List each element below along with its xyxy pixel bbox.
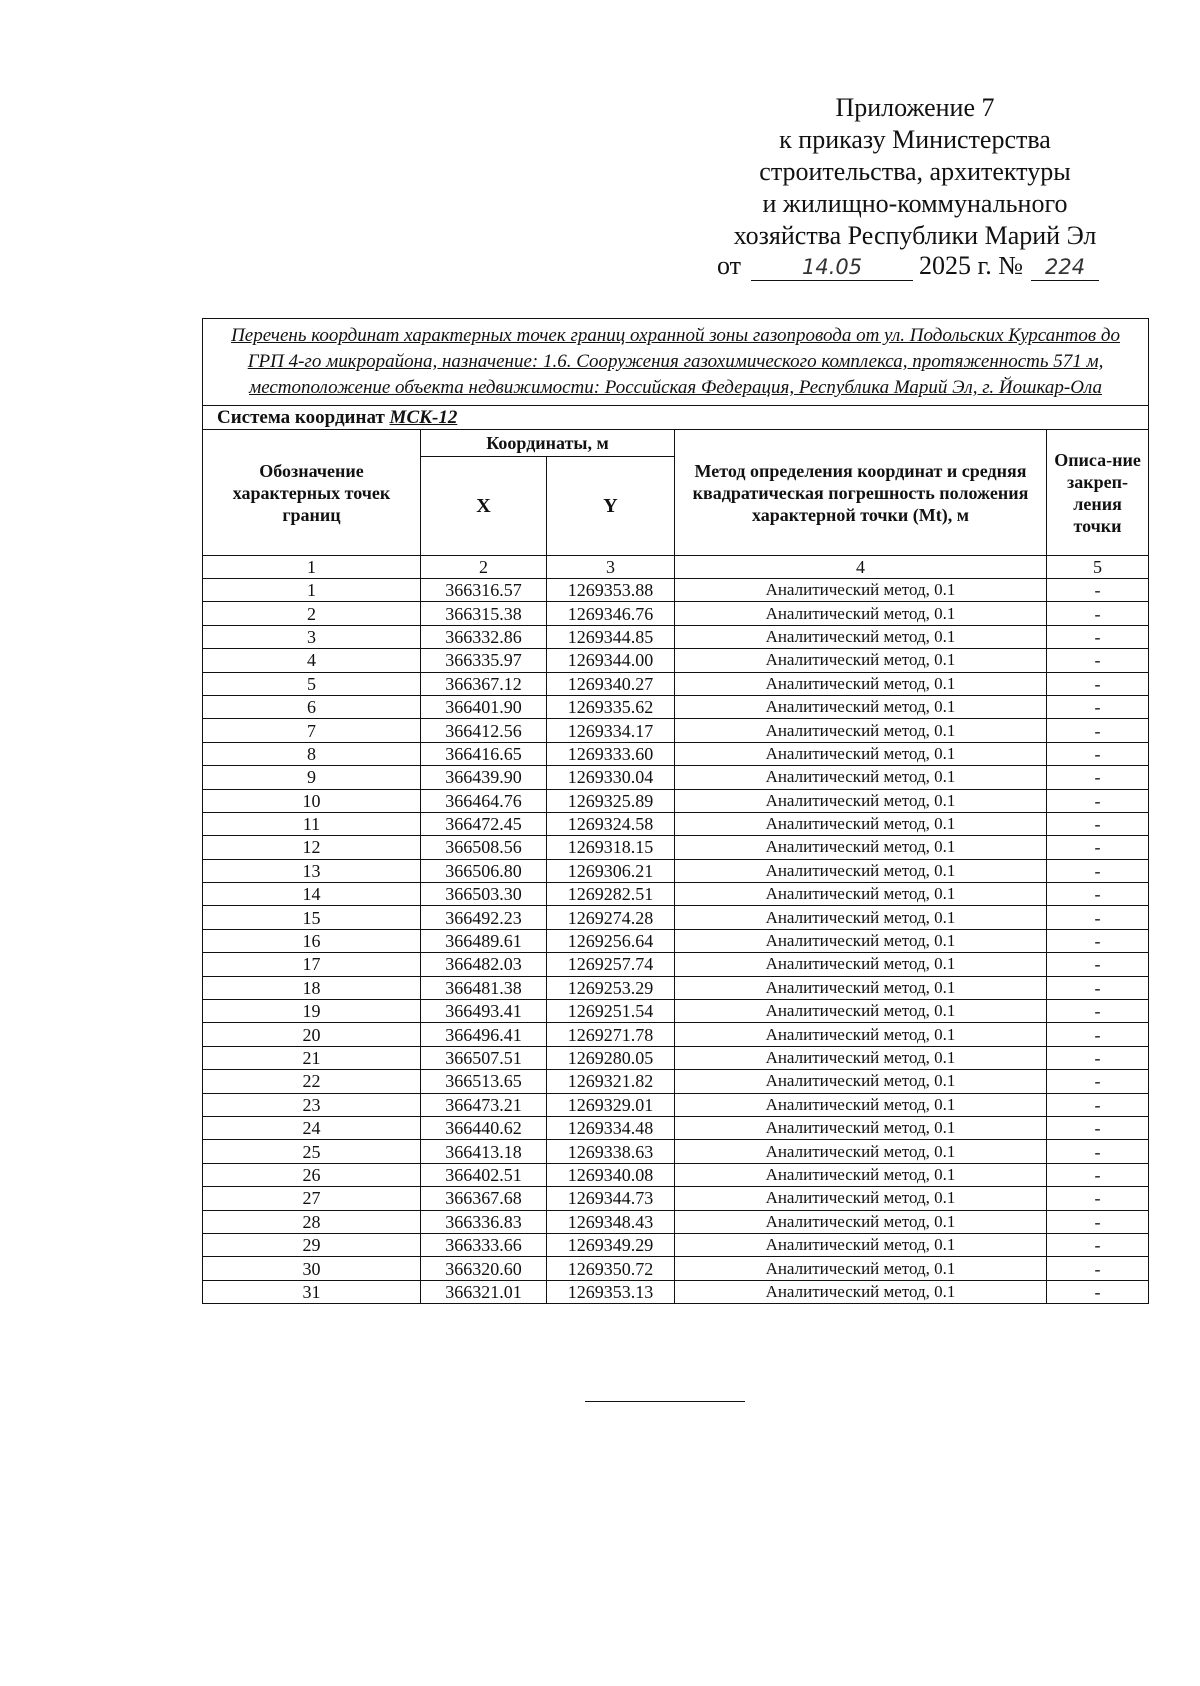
method-cell: Аналитический метод, 0.1 bbox=[675, 766, 1047, 789]
y-coordinate: 1269350.72 bbox=[547, 1257, 675, 1280]
point-number: 31 bbox=[203, 1280, 421, 1303]
table-row bbox=[203, 1023, 1149, 1046]
method-cell: Аналитический метод, 0.1 bbox=[675, 859, 1047, 882]
description-cell: - bbox=[1047, 812, 1149, 835]
description-cell: - bbox=[1047, 1233, 1149, 1256]
y-coordinate: 1269340.08 bbox=[547, 1163, 675, 1186]
table-row bbox=[203, 789, 1149, 812]
y-coordinate: 1269324.58 bbox=[547, 812, 675, 835]
y-coordinate: 1269257.74 bbox=[547, 953, 675, 976]
table-row bbox=[203, 742, 1149, 765]
x-coordinate: 366320.60 bbox=[421, 1257, 547, 1280]
appendix-line: Приложение 7 bbox=[835, 93, 995, 122]
method-cell: Аналитический метод, 0.1 bbox=[675, 812, 1047, 835]
point-number: 22 bbox=[203, 1070, 421, 1093]
point-number: 21 bbox=[203, 1046, 421, 1069]
point-number: 16 bbox=[203, 929, 421, 952]
description-cell: - bbox=[1047, 953, 1149, 976]
table-row bbox=[203, 859, 1149, 882]
description-cell: - bbox=[1047, 976, 1149, 999]
table-row bbox=[203, 1140, 1149, 1163]
table-row bbox=[203, 1233, 1149, 1256]
method-cell: Аналитический метод, 0.1 bbox=[675, 649, 1047, 672]
column-number: 1 bbox=[203, 556, 421, 579]
point-number: 6 bbox=[203, 695, 421, 718]
y-coordinate: 1269253.29 bbox=[547, 976, 675, 999]
description-cell: - bbox=[1047, 789, 1149, 812]
point-number: 17 bbox=[203, 953, 421, 976]
y-coordinate: 1269334.17 bbox=[547, 719, 675, 742]
y-coordinate: 1269335.62 bbox=[547, 695, 675, 718]
x-coordinate: 366367.12 bbox=[421, 672, 547, 695]
date-prefix: от bbox=[717, 251, 742, 280]
description-cell: - bbox=[1047, 836, 1149, 859]
appendix-line: к приказу Министерства bbox=[779, 125, 1051, 154]
y-coordinate: 1269256.64 bbox=[547, 929, 675, 952]
appendix-line: строительства, архитектуры bbox=[759, 157, 1071, 186]
point-number: 14 bbox=[203, 883, 421, 906]
end-divider bbox=[585, 1401, 745, 1402]
x-coordinate: 366401.90 bbox=[421, 695, 547, 718]
y-coordinate: 1269306.21 bbox=[547, 859, 675, 882]
description-cell: - bbox=[1047, 672, 1149, 695]
description-cell: - bbox=[1047, 602, 1149, 625]
table-caption: Перечень координат характерных точек границ охранной зоны газопровода от ул. Подольских Курсантов до ГРП 4-го микрорайона, назначение: 1.6. Сооружения газохимического комплекса, протяженность 571 м, местоположение объекта недвижимости: Российская Федерация, Республика Марий Эл, г. Йошкар-Ола bbox=[203, 319, 1149, 406]
method-cell: Аналитический метод, 0.1 bbox=[675, 695, 1047, 718]
point-number: 10 bbox=[203, 789, 421, 812]
appendix-header bbox=[690, 92, 1140, 252]
x-coordinate: 366315.38 bbox=[421, 602, 547, 625]
header-coordinates: Координаты, м bbox=[421, 430, 675, 457]
column-number: 4 bbox=[675, 556, 1047, 579]
description-cell: - bbox=[1047, 1163, 1149, 1186]
table-row bbox=[203, 953, 1149, 976]
column-number-row bbox=[203, 556, 1149, 579]
description-cell: - bbox=[1047, 1187, 1149, 1210]
x-coordinate: 366333.66 bbox=[421, 1233, 547, 1256]
y-coordinate: 1269318.15 bbox=[547, 836, 675, 859]
point-number: 2 bbox=[203, 602, 421, 625]
table-row bbox=[203, 719, 1149, 742]
point-number: 12 bbox=[203, 836, 421, 859]
y-coordinate: 1269274.28 bbox=[547, 906, 675, 929]
description-cell: - bbox=[1047, 766, 1149, 789]
header-method: Метод определения координат и средняя квадратическая погрешность положения характерной точки (Mt), м bbox=[675, 430, 1047, 556]
x-coordinate: 366464.76 bbox=[421, 789, 547, 812]
description-cell: - bbox=[1047, 695, 1149, 718]
appendix-line: хозяйства Республики Марий Эл bbox=[733, 221, 1097, 250]
y-coordinate: 1269340.27 bbox=[547, 672, 675, 695]
description-cell: - bbox=[1047, 1116, 1149, 1139]
table-row bbox=[203, 1257, 1149, 1280]
method-cell: Аналитический метод, 0.1 bbox=[675, 1000, 1047, 1023]
x-coordinate: 366367.68 bbox=[421, 1187, 547, 1210]
column-number: 3 bbox=[547, 556, 675, 579]
y-coordinate: 1269334.48 bbox=[547, 1116, 675, 1139]
description-cell: - bbox=[1047, 1046, 1149, 1069]
x-coordinate: 366492.23 bbox=[421, 906, 547, 929]
method-cell: Аналитический метод, 0.1 bbox=[675, 789, 1047, 812]
y-coordinate: 1269325.89 bbox=[547, 789, 675, 812]
description-cell: - bbox=[1047, 1257, 1149, 1280]
point-number: 27 bbox=[203, 1187, 421, 1210]
x-coordinate: 366412.56 bbox=[421, 719, 547, 742]
x-coordinate: 366321.01 bbox=[421, 1280, 547, 1303]
x-coordinate: 366472.45 bbox=[421, 812, 547, 835]
coordinates-table bbox=[202, 318, 1149, 1304]
x-coordinate: 366473.21 bbox=[421, 1093, 547, 1116]
y-coordinate: 1269251.54 bbox=[547, 1000, 675, 1023]
column-number: 5 bbox=[1047, 556, 1149, 579]
x-coordinate: 366493.41 bbox=[421, 1000, 547, 1023]
method-cell: Аналитический метод, 0.1 bbox=[675, 1070, 1047, 1093]
x-coordinate: 366439.90 bbox=[421, 766, 547, 789]
method-cell: Аналитический метод, 0.1 bbox=[675, 883, 1047, 906]
table-row bbox=[203, 602, 1149, 625]
x-coordinate: 366413.18 bbox=[421, 1140, 547, 1163]
x-coordinate: 366336.83 bbox=[421, 1210, 547, 1233]
description-cell: - bbox=[1047, 1093, 1149, 1116]
point-number: 24 bbox=[203, 1116, 421, 1139]
y-coordinate: 1269333.60 bbox=[547, 742, 675, 765]
x-coordinate: 366513.65 bbox=[421, 1070, 547, 1093]
y-coordinate: 1269282.51 bbox=[547, 883, 675, 906]
method-cell: Аналитический метод, 0.1 bbox=[675, 906, 1047, 929]
table-row bbox=[203, 812, 1149, 835]
coordinate-system-label: Система координат bbox=[217, 406, 385, 428]
method-cell: Аналитический метод, 0.1 bbox=[675, 602, 1047, 625]
table-row bbox=[203, 906, 1149, 929]
table-row bbox=[203, 1000, 1149, 1023]
method-cell: Аналитический метод, 0.1 bbox=[675, 953, 1047, 976]
method-cell: Аналитический метод, 0.1 bbox=[675, 1280, 1047, 1303]
method-cell: Аналитический метод, 0.1 bbox=[675, 1140, 1047, 1163]
table-row bbox=[203, 579, 1149, 602]
x-coordinate: 366402.51 bbox=[421, 1163, 547, 1186]
description-cell: - bbox=[1047, 649, 1149, 672]
method-cell: Аналитический метод, 0.1 bbox=[675, 1093, 1047, 1116]
description-cell: - bbox=[1047, 929, 1149, 952]
description-cell: - bbox=[1047, 579, 1149, 602]
x-coordinate: 366332.86 bbox=[421, 625, 547, 648]
table-row bbox=[203, 836, 1149, 859]
y-coordinate: 1269280.05 bbox=[547, 1046, 675, 1069]
point-number: 4 bbox=[203, 649, 421, 672]
y-coordinate: 1269344.85 bbox=[547, 625, 675, 648]
method-cell: Аналитический метод, 0.1 bbox=[675, 625, 1047, 648]
column-number: 2 bbox=[421, 556, 547, 579]
y-coordinate: 1269338.63 bbox=[547, 1140, 675, 1163]
method-cell: Аналитический метод, 0.1 bbox=[675, 1257, 1047, 1280]
point-number: 23 bbox=[203, 1093, 421, 1116]
point-number: 1 bbox=[203, 579, 421, 602]
method-cell: Аналитический метод, 0.1 bbox=[675, 1233, 1047, 1256]
method-cell: Аналитический метод, 0.1 bbox=[675, 929, 1047, 952]
x-coordinate: 366503.30 bbox=[421, 883, 547, 906]
y-coordinate: 1269349.29 bbox=[547, 1233, 675, 1256]
table-row bbox=[203, 1163, 1149, 1186]
y-coordinate: 1269353.88 bbox=[547, 579, 675, 602]
table-row bbox=[203, 625, 1149, 648]
description-cell: - bbox=[1047, 742, 1149, 765]
table-row bbox=[203, 1070, 1149, 1093]
method-cell: Аналитический метод, 0.1 bbox=[675, 976, 1047, 999]
method-cell: Аналитический метод, 0.1 bbox=[675, 579, 1047, 602]
point-number: 26 bbox=[203, 1163, 421, 1186]
x-coordinate: 366482.03 bbox=[421, 953, 547, 976]
x-coordinate: 366416.65 bbox=[421, 742, 547, 765]
x-coordinate: 366506.80 bbox=[421, 859, 547, 882]
point-number: 11 bbox=[203, 812, 421, 835]
y-coordinate: 1269329.01 bbox=[547, 1093, 675, 1116]
method-cell: Аналитический метод, 0.1 bbox=[675, 1023, 1047, 1046]
y-coordinate: 1269321.82 bbox=[547, 1070, 675, 1093]
point-number: 9 bbox=[203, 766, 421, 789]
description-cell: - bbox=[1047, 1070, 1149, 1093]
y-coordinate: 1269344.00 bbox=[547, 649, 675, 672]
point-number: 29 bbox=[203, 1233, 421, 1256]
x-coordinate: 366440.62 bbox=[421, 1116, 547, 1139]
appendix-line: и жилищно-коммунального bbox=[762, 189, 1068, 218]
description-cell: - bbox=[1047, 883, 1149, 906]
y-coordinate: 1269353.13 bbox=[547, 1280, 675, 1303]
y-coordinate: 1269271.78 bbox=[547, 1023, 675, 1046]
point-number: 15 bbox=[203, 906, 421, 929]
description-cell: - bbox=[1047, 1280, 1149, 1303]
x-coordinate: 366335.97 bbox=[421, 649, 547, 672]
table-row bbox=[203, 1116, 1149, 1139]
point-number: 28 bbox=[203, 1210, 421, 1233]
table-row bbox=[203, 1093, 1149, 1116]
header-description: Описа-ние закреп-ления точки bbox=[1047, 430, 1149, 556]
description-cell: - bbox=[1047, 1210, 1149, 1233]
point-number: 18 bbox=[203, 976, 421, 999]
x-coordinate: 366508.56 bbox=[421, 836, 547, 859]
table-row bbox=[203, 1046, 1149, 1069]
method-cell: Аналитический метод, 0.1 bbox=[675, 672, 1047, 695]
table-row bbox=[203, 976, 1149, 999]
table-row bbox=[203, 649, 1149, 672]
x-coordinate: 366489.61 bbox=[421, 929, 547, 952]
point-number: 30 bbox=[203, 1257, 421, 1280]
point-number: 19 bbox=[203, 1000, 421, 1023]
coordinate-system-name: МСК-12 bbox=[389, 406, 458, 428]
x-coordinate: 366316.57 bbox=[421, 579, 547, 602]
description-cell: - bbox=[1047, 719, 1149, 742]
x-coordinate: 366496.41 bbox=[421, 1023, 547, 1046]
method-cell: Аналитический метод, 0.1 bbox=[675, 1046, 1047, 1069]
x-coordinate: 366507.51 bbox=[421, 1046, 547, 1069]
point-number: 5 bbox=[203, 672, 421, 695]
method-cell: Аналитический метод, 0.1 bbox=[675, 1116, 1047, 1139]
y-coordinate: 1269346.76 bbox=[547, 602, 675, 625]
point-number: 3 bbox=[203, 625, 421, 648]
table-row bbox=[203, 1210, 1149, 1233]
table-row bbox=[203, 1187, 1149, 1210]
table-row bbox=[203, 883, 1149, 906]
method-cell: Аналитический метод, 0.1 bbox=[675, 742, 1047, 765]
description-cell: - bbox=[1047, 906, 1149, 929]
point-number: 8 bbox=[203, 742, 421, 765]
table-row bbox=[203, 672, 1149, 695]
table-row bbox=[203, 929, 1149, 952]
method-cell: Аналитический метод, 0.1 bbox=[675, 1163, 1047, 1186]
description-cell: - bbox=[1047, 859, 1149, 882]
description-cell: - bbox=[1047, 1023, 1149, 1046]
table-row bbox=[203, 1280, 1149, 1303]
method-cell: Аналитический метод, 0.1 bbox=[675, 836, 1047, 859]
handwritten-order-number: 224 bbox=[1031, 254, 1099, 281]
method-cell: Аналитический метод, 0.1 bbox=[675, 1210, 1047, 1233]
y-coordinate: 1269348.43 bbox=[547, 1210, 675, 1233]
description-cell: - bbox=[1047, 1140, 1149, 1163]
header-y: Y bbox=[547, 457, 675, 556]
description-cell: - bbox=[1047, 1000, 1149, 1023]
header-x: X bbox=[421, 457, 547, 556]
order-date-line bbox=[717, 250, 1099, 282]
table-row bbox=[203, 695, 1149, 718]
point-number: 25 bbox=[203, 1140, 421, 1163]
point-number: 13 bbox=[203, 859, 421, 882]
year-number-label: 2025 г. № bbox=[919, 251, 1024, 280]
table-row bbox=[203, 766, 1149, 789]
point-number: 20 bbox=[203, 1023, 421, 1046]
x-coordinate: 366481.38 bbox=[421, 976, 547, 999]
y-coordinate: 1269344.73 bbox=[547, 1187, 675, 1210]
method-cell: Аналитический метод, 0.1 bbox=[675, 719, 1047, 742]
y-coordinate: 1269330.04 bbox=[547, 766, 675, 789]
header-point: Обозначение характерных точек границ bbox=[203, 430, 421, 556]
coordinate-system bbox=[203, 406, 1149, 430]
handwritten-date: 14.05 bbox=[751, 254, 913, 281]
description-cell: - bbox=[1047, 625, 1149, 648]
method-cell: Аналитический метод, 0.1 bbox=[675, 1187, 1047, 1210]
point-number: 7 bbox=[203, 719, 421, 742]
